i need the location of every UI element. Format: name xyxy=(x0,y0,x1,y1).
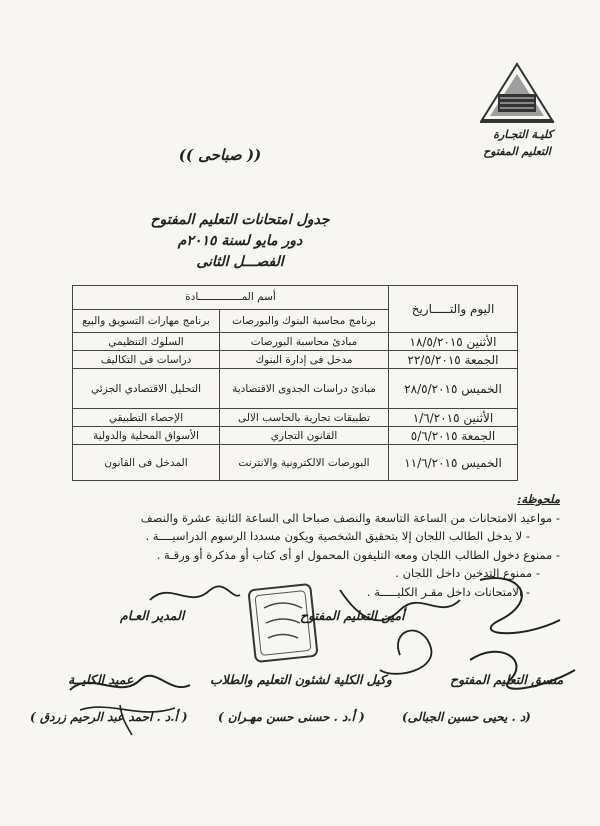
marketing-program-header: برنامج مهارات التسويق والبيع xyxy=(73,309,220,333)
session-label: (( صباحى )) xyxy=(178,146,262,164)
row-day: الخميس ١١/٦/٢٠١٥ xyxy=(389,445,518,481)
row-marketing-subject: الأسواق المحلية والدولية xyxy=(73,427,220,445)
note-item: - ممنوع دخول الطالب اللجان ومعه التليفون المحمول او أى كتاب أو مذكرة أو ورقـة . xyxy=(156,547,560,562)
table-row xyxy=(73,427,518,445)
row-marketing-subject: دراسات فى التكاليف xyxy=(73,351,220,369)
row-day: الأثنين ١٨/٥/٢٠١٥ xyxy=(389,333,518,351)
row-banks-subject: مبادئ دراسات الجدوى الاقتصادية xyxy=(220,369,389,409)
row-banks-subject: مبادئ محاسبة البورصات xyxy=(220,333,389,351)
table-row xyxy=(73,351,518,369)
dean-name: ( أ.د . احمد عبد الرحيم زردق ) xyxy=(30,710,188,724)
row-day: الجمعة ٥/٦/٢٠١٥ xyxy=(389,427,518,445)
college-name: كليـة التجـارة xyxy=(493,128,553,141)
general-manager-title: المدير العـام xyxy=(120,608,185,623)
note-item: - ممنوع التدخين داخل اللجان . xyxy=(395,566,540,580)
day-date-header: اليوم والتـــــاريخ xyxy=(389,286,518,333)
table-row xyxy=(73,409,518,427)
exam-schedule-table xyxy=(72,285,518,481)
note-item: - مواعيد الامتحانات من الساعة التاسعة والنصف صباحا الى الساعة الثانية عشرة والنصف xyxy=(140,510,560,525)
vice-dean-name: ( أ.د . حسنى حسن مهـران ) xyxy=(218,710,365,724)
row-day: الجمعة ٢٢/٥/٢٠١٥ xyxy=(389,351,518,369)
schedule-title: جدول امتحانات التعليم المفتوح xyxy=(150,212,330,228)
table-row xyxy=(73,369,518,409)
banks-program-header: برنامج محاسبة البنوك والبورصات xyxy=(220,309,389,333)
coordinator-name: (د . يحيى حسين الجبالى) xyxy=(402,710,531,724)
row-day: الخميس ٢٨/٥/٢٠١٥ xyxy=(389,369,518,409)
table-row xyxy=(73,333,518,351)
row-marketing-subject: الإحصاء التطبيقي xyxy=(73,409,220,427)
program-name: التعليم المفتوح xyxy=(483,145,551,158)
note-item: - لا يدخل الطالب اللجان إلا بتحقيق الشخصية ويكون مسددا الرسوم الدراسيــــة . xyxy=(145,529,530,543)
vice-dean-title: وكيل الكلية لشئون التعليم والطلاب xyxy=(210,672,392,687)
dean-title: عميد الكليــة xyxy=(68,672,134,687)
row-day: الأثنين ١/٦/٢٠١٥ xyxy=(389,409,518,427)
row-banks-subject: مدخل فى إدارة البنوك xyxy=(220,351,389,369)
schedule-semester-title: الفصـــل الثانى xyxy=(196,254,284,270)
university-logo-icon xyxy=(478,58,556,128)
row-banks-subject: القانون التجاري xyxy=(220,427,389,445)
row-marketing-subject: المدخل فى القانون xyxy=(73,445,220,481)
open-education-secretary-title: أمين التعليم المفتوح xyxy=(300,608,405,623)
row-banks-subject: البورصات الالكترونية والانترنت xyxy=(220,445,389,481)
subject-header: أسم المــــــــــــــادة xyxy=(73,286,389,310)
row-marketing-subject: التحليل الاقتصادي الجزئي xyxy=(73,369,220,409)
row-marketing-subject: السلوك التنظيمي xyxy=(73,333,220,351)
open-education-coordinator-title: منسق التعليم المفتوح xyxy=(450,672,564,687)
schedule-session-title: دور مايو لسنة ٢٠١٥م xyxy=(177,233,303,249)
note-item: - الامتحانات داخل مقـر الكليـــــة . xyxy=(366,584,530,599)
handwritten-signatures-icon xyxy=(0,560,600,740)
table-row xyxy=(73,445,518,481)
row-banks-subject: تطبيقات تجارية بالحاسب الالى xyxy=(220,409,389,427)
notes-heading: ملحوظة: xyxy=(517,492,560,506)
